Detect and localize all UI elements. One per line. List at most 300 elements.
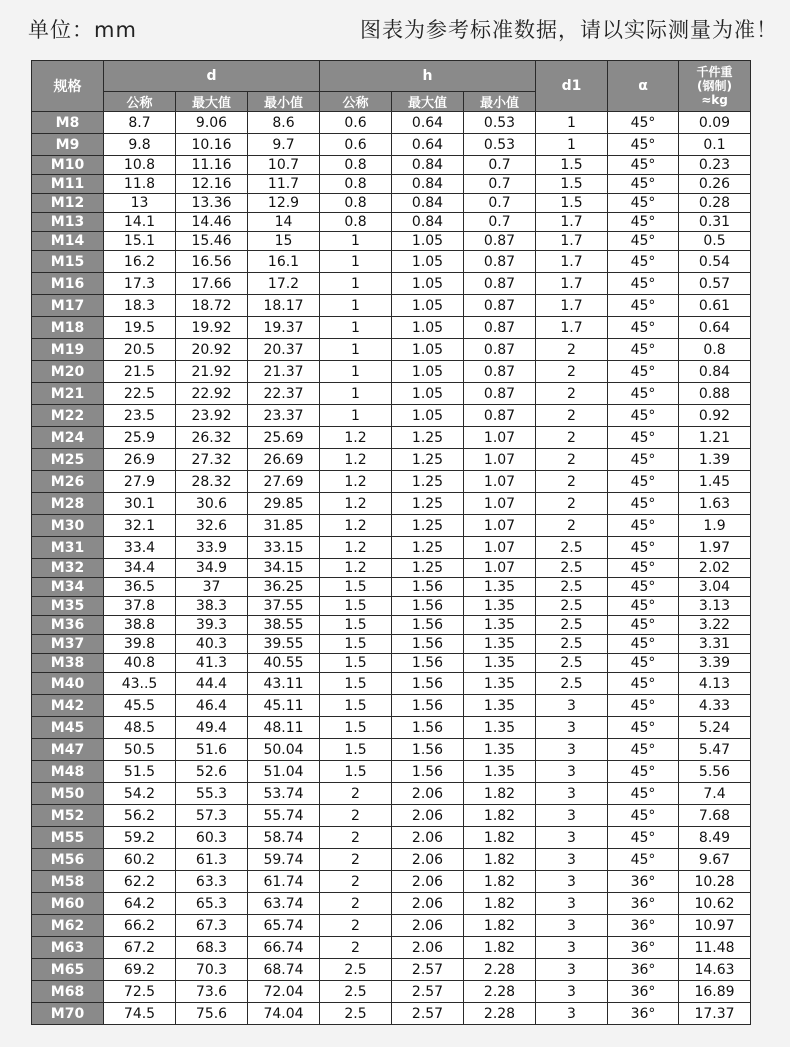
- cell-h-min: 0.7: [464, 194, 536, 213]
- cell-d1: 2: [536, 361, 608, 383]
- cell-spec: M25: [32, 449, 104, 471]
- cell-d-min: 40.55: [248, 654, 320, 673]
- cell-d1: 1.7: [536, 251, 608, 273]
- cell-d-nominal: 74.5: [104, 1003, 176, 1025]
- cell-spec: M45: [32, 717, 104, 739]
- table-row: [32, 317, 751, 339]
- cell-spec: M68: [32, 981, 104, 1003]
- table-row: [32, 871, 751, 893]
- cell-h-max: 1.25: [392, 515, 464, 537]
- header-d-group: d: [104, 61, 320, 92]
- cell-d-max: 22.92: [176, 383, 248, 405]
- cell-d1: 3: [536, 695, 608, 717]
- cell-d-min: 14: [248, 213, 320, 232]
- cell-d-min: 39.55: [248, 635, 320, 654]
- cell-d-min: 18.17: [248, 295, 320, 317]
- cell-d-max: 52.6: [176, 761, 248, 783]
- cell-h-nominal: 1: [320, 383, 392, 405]
- table-row: [32, 213, 751, 232]
- cell-d-min: 65.74: [248, 915, 320, 937]
- cell-alpha: 45°: [608, 134, 679, 156]
- cell-spec: M56: [32, 849, 104, 871]
- cell-h-max: 1.05: [392, 317, 464, 339]
- cell-d-max: 16.56: [176, 251, 248, 273]
- cell-d1: 3: [536, 959, 608, 981]
- table-row: [32, 673, 751, 695]
- cell-d-nominal: 62.2: [104, 871, 176, 893]
- cell-spec: M40: [32, 673, 104, 695]
- cell-d-min: 38.55: [248, 616, 320, 635]
- cell-alpha: 45°: [608, 361, 679, 383]
- cell-d1: 3: [536, 717, 608, 739]
- cell-d-min: 29.85: [248, 493, 320, 515]
- cell-d-max: 63.3: [176, 871, 248, 893]
- cell-h-nominal: 1: [320, 339, 392, 361]
- cell-weight: 0.5: [679, 232, 751, 251]
- table-header: [32, 61, 751, 112]
- cell-weight: 1.45: [679, 471, 751, 493]
- cell-d-max: 19.92: [176, 317, 248, 339]
- cell-d1: 3: [536, 893, 608, 915]
- cell-d-nominal: 45.5: [104, 695, 176, 717]
- cell-h-nominal: 0.8: [320, 175, 392, 194]
- cell-h-min: 2.28: [464, 981, 536, 1003]
- cell-weight: 0.84: [679, 361, 751, 383]
- cell-d-nominal: 34.4: [104, 559, 176, 578]
- cell-h-min: 0.87: [464, 251, 536, 273]
- cell-h-max: 1.56: [392, 635, 464, 654]
- cell-weight: 3.22: [679, 616, 751, 635]
- cell-h-nominal: 1.2: [320, 559, 392, 578]
- cell-h-min: 1.07: [464, 559, 536, 578]
- cell-h-nominal: 1.5: [320, 673, 392, 695]
- cell-alpha: 36°: [608, 893, 679, 915]
- cell-h-nominal: 1.5: [320, 578, 392, 597]
- cell-spec: M8: [32, 112, 104, 134]
- table-row: [32, 959, 751, 981]
- cell-h-min: 0.53: [464, 134, 536, 156]
- cell-d-max: 39.3: [176, 616, 248, 635]
- cell-d-max: 20.92: [176, 339, 248, 361]
- header-weight-line3: ≈kg: [701, 93, 728, 107]
- cell-d-min: 22.37: [248, 383, 320, 405]
- cell-h-min: 1.35: [464, 739, 536, 761]
- cell-d-max: 13.36: [176, 194, 248, 213]
- cell-spec: M37: [32, 635, 104, 654]
- cell-weight: 5.24: [679, 717, 751, 739]
- cell-d-max: 57.3: [176, 805, 248, 827]
- cell-alpha: 45°: [608, 827, 679, 849]
- cell-h-min: 1.35: [464, 673, 536, 695]
- cell-d-nominal: 33.4: [104, 537, 176, 559]
- header-h-group: h: [320, 61, 536, 92]
- cell-alpha: 45°: [608, 232, 679, 251]
- cell-h-max: 1.05: [392, 273, 464, 295]
- cell-spec: M12: [32, 194, 104, 213]
- cell-d1: 3: [536, 981, 608, 1003]
- cell-d-min: 33.15: [248, 537, 320, 559]
- cell-d-min: 59.74: [248, 849, 320, 871]
- table-row: [32, 915, 751, 937]
- cell-d1: 1.7: [536, 273, 608, 295]
- cell-h-nominal: 2.5: [320, 1003, 392, 1025]
- cell-h-min: 1.35: [464, 597, 536, 616]
- cell-h-min: 0.7: [464, 213, 536, 232]
- cell-d-min: 10.7: [248, 156, 320, 175]
- cell-weight: 0.92: [679, 405, 751, 427]
- cell-weight: 1.63: [679, 493, 751, 515]
- cell-alpha: 45°: [608, 339, 679, 361]
- cell-d-max: 51.6: [176, 739, 248, 761]
- table-row: [32, 805, 751, 827]
- cell-d-max: 61.3: [176, 849, 248, 871]
- cell-d-min: 19.37: [248, 317, 320, 339]
- cell-h-max: 1.25: [392, 449, 464, 471]
- cell-h-max: 1.25: [392, 471, 464, 493]
- cell-alpha: 45°: [608, 194, 679, 213]
- cell-spec: M28: [32, 493, 104, 515]
- table-row: [32, 893, 751, 915]
- cell-h-nominal: 1.5: [320, 717, 392, 739]
- cell-h-max: 2.06: [392, 783, 464, 805]
- cell-alpha: 36°: [608, 915, 679, 937]
- cell-weight: 3.13: [679, 597, 751, 616]
- cell-d-min: 17.2: [248, 273, 320, 295]
- cell-d-nominal: 54.2: [104, 783, 176, 805]
- cell-h-min: 2.28: [464, 959, 536, 981]
- table-row: [32, 761, 751, 783]
- cell-spec: M22: [32, 405, 104, 427]
- table-row: [32, 578, 751, 597]
- cell-weight: 8.49: [679, 827, 751, 849]
- cell-h-max: 1.56: [392, 761, 464, 783]
- cell-d-max: 38.3: [176, 597, 248, 616]
- cell-d-min: 21.37: [248, 361, 320, 383]
- cell-h-nominal: 2: [320, 805, 392, 827]
- cell-h-max: 2.06: [392, 805, 464, 827]
- cell-d-min: 61.74: [248, 871, 320, 893]
- cell-alpha: 45°: [608, 783, 679, 805]
- cell-d-max: 18.72: [176, 295, 248, 317]
- cell-alpha: 45°: [608, 515, 679, 537]
- cell-d-max: 26.32: [176, 427, 248, 449]
- cell-h-max: 0.84: [392, 213, 464, 232]
- table-row: [32, 134, 751, 156]
- cell-weight: 0.64: [679, 317, 751, 339]
- cell-h-min: 1.07: [464, 515, 536, 537]
- cell-d-min: 74.04: [248, 1003, 320, 1025]
- cell-d1: 1: [536, 112, 608, 134]
- cell-d-min: 55.74: [248, 805, 320, 827]
- cell-h-nominal: 1.2: [320, 493, 392, 515]
- cell-d-min: 51.04: [248, 761, 320, 783]
- table-row: [32, 849, 751, 871]
- cell-alpha: 45°: [608, 449, 679, 471]
- cell-alpha: 45°: [608, 175, 679, 194]
- cell-h-nominal: 2: [320, 893, 392, 915]
- cell-spec: M19: [32, 339, 104, 361]
- cell-d-max: 30.6: [176, 493, 248, 515]
- cell-d-nominal: 39.8: [104, 635, 176, 654]
- table-row: [32, 739, 751, 761]
- cell-h-max: 0.64: [392, 112, 464, 134]
- cell-d-max: 37: [176, 578, 248, 597]
- cell-alpha: 45°: [608, 251, 679, 273]
- cell-d-nominal: 8.7: [104, 112, 176, 134]
- cell-d1: 1.7: [536, 232, 608, 251]
- cell-d-min: 11.7: [248, 175, 320, 194]
- cell-d-min: 16.1: [248, 251, 320, 273]
- cell-alpha: 45°: [608, 537, 679, 559]
- cell-alpha: 45°: [608, 805, 679, 827]
- cell-h-max: 1.05: [392, 405, 464, 427]
- cell-h-nominal: 0.6: [320, 134, 392, 156]
- cell-d-min: 43.11: [248, 673, 320, 695]
- cell-d-nominal: 21.5: [104, 361, 176, 383]
- cell-d1: 3: [536, 871, 608, 893]
- cell-h-max: 1.25: [392, 537, 464, 559]
- cell-h-max: 2.57: [392, 959, 464, 981]
- cell-spec: M50: [32, 783, 104, 805]
- header-d-min: 最小值: [248, 92, 320, 112]
- cell-h-max: 1.25: [392, 559, 464, 578]
- cell-d-nominal: 38.8: [104, 616, 176, 635]
- cell-d1: 3: [536, 1003, 608, 1025]
- header-d1: d1: [536, 61, 608, 112]
- cell-h-nominal: 1: [320, 232, 392, 251]
- cell-h-min: 1.35: [464, 635, 536, 654]
- cell-d-max: 73.6: [176, 981, 248, 1003]
- cell-d-nominal: 14.1: [104, 213, 176, 232]
- cell-d-nominal: 48.5: [104, 717, 176, 739]
- cell-h-nominal: 1.5: [320, 654, 392, 673]
- cell-spec: M48: [32, 761, 104, 783]
- table-row: [32, 361, 751, 383]
- cell-d-min: 48.11: [248, 717, 320, 739]
- cell-d1: 3: [536, 937, 608, 959]
- cell-d1: 3: [536, 739, 608, 761]
- table-row: [32, 1003, 751, 1025]
- header-weight-line2: (钢制): [697, 79, 732, 93]
- table-row: [32, 427, 751, 449]
- table-row: [32, 449, 751, 471]
- cell-h-max: 1.25: [392, 427, 464, 449]
- cell-h-min: 1.35: [464, 578, 536, 597]
- cell-spec: M42: [32, 695, 104, 717]
- cell-weight: 0.28: [679, 194, 751, 213]
- cell-d-min: 8.6: [248, 112, 320, 134]
- cell-alpha: 45°: [608, 761, 679, 783]
- table-row: [32, 783, 751, 805]
- cell-d-max: 75.6: [176, 1003, 248, 1025]
- cell-d-nominal: 20.5: [104, 339, 176, 361]
- cell-d-max: 55.3: [176, 783, 248, 805]
- cell-weight: 11.48: [679, 937, 751, 959]
- cell-h-nominal: 1: [320, 273, 392, 295]
- cell-alpha: 36°: [608, 871, 679, 893]
- cell-d-nominal: 11.8: [104, 175, 176, 194]
- cell-alpha: 45°: [608, 616, 679, 635]
- cell-d-max: 28.32: [176, 471, 248, 493]
- cell-spec: M47: [32, 739, 104, 761]
- cell-d-nominal: 37.8: [104, 597, 176, 616]
- cell-d1: 2.5: [536, 578, 608, 597]
- cell-weight: 0.09: [679, 112, 751, 134]
- cell-weight: 0.23: [679, 156, 751, 175]
- table-row: [32, 981, 751, 1003]
- cell-d1: 1.7: [536, 295, 608, 317]
- cell-weight: 0.31: [679, 213, 751, 232]
- cell-d1: 2: [536, 449, 608, 471]
- cell-h-min: 1.82: [464, 893, 536, 915]
- cell-d1: 2.5: [536, 635, 608, 654]
- cell-weight: 17.37: [679, 1003, 751, 1025]
- table-row: [32, 251, 751, 273]
- cell-h-min: 0.53: [464, 112, 536, 134]
- cell-h-max: 0.84: [392, 156, 464, 175]
- unit-label: 单位：mm: [28, 18, 137, 42]
- cell-spec: M26: [32, 471, 104, 493]
- table-row: [32, 405, 751, 427]
- cell-alpha: 45°: [608, 383, 679, 405]
- cell-d-max: 70.3: [176, 959, 248, 981]
- cell-h-min: 1.35: [464, 616, 536, 635]
- table-row: [32, 175, 751, 194]
- cell-d1: 1.7: [536, 317, 608, 339]
- table-row: [32, 827, 751, 849]
- cell-spec: M60: [32, 893, 104, 915]
- cell-alpha: 36°: [608, 981, 679, 1003]
- cell-h-max: 2.06: [392, 893, 464, 915]
- cell-h-max: 2.06: [392, 849, 464, 871]
- cell-weight: 4.33: [679, 695, 751, 717]
- cell-d-max: 33.9: [176, 537, 248, 559]
- cell-spec: M13: [32, 213, 104, 232]
- cell-h-nominal: 1.5: [320, 616, 392, 635]
- cell-spec: M38: [32, 654, 104, 673]
- cell-weight: 0.57: [679, 273, 751, 295]
- cell-h-min: 1.07: [464, 537, 536, 559]
- cell-weight: 16.89: [679, 981, 751, 1003]
- spec-table: [31, 60, 751, 1025]
- cell-d1: 2.5: [536, 616, 608, 635]
- cell-h-max: 1.05: [392, 251, 464, 273]
- table-row: [32, 273, 751, 295]
- cell-h-max: 1.56: [392, 578, 464, 597]
- cell-d1: 2.5: [536, 559, 608, 578]
- cell-spec: M70: [32, 1003, 104, 1025]
- cell-h-nominal: 1.2: [320, 471, 392, 493]
- cell-d1: 3: [536, 761, 608, 783]
- cell-h-min: 0.87: [464, 361, 536, 383]
- cell-d-nominal: 72.5: [104, 981, 176, 1003]
- cell-h-max: 1.05: [392, 295, 464, 317]
- cell-d-max: 68.3: [176, 937, 248, 959]
- cell-h-nominal: 2: [320, 915, 392, 937]
- cell-d1: 3: [536, 827, 608, 849]
- cell-d-max: 41.3: [176, 654, 248, 673]
- cell-d-max: 49.4: [176, 717, 248, 739]
- cell-h-min: 0.87: [464, 295, 536, 317]
- cell-h-min: 0.87: [464, 405, 536, 427]
- cell-weight: 0.8: [679, 339, 751, 361]
- cell-h-nominal: 2: [320, 871, 392, 893]
- cell-spec: M14: [32, 232, 104, 251]
- table-row: [32, 112, 751, 134]
- cell-d-nominal: 64.2: [104, 893, 176, 915]
- cell-alpha: 45°: [608, 112, 679, 134]
- cell-h-max: 1.56: [392, 673, 464, 695]
- cell-d-min: 34.15: [248, 559, 320, 578]
- cell-h-max: 1.05: [392, 339, 464, 361]
- cell-alpha: 45°: [608, 213, 679, 232]
- cell-h-min: 0.7: [464, 175, 536, 194]
- cell-d-nominal: 25.9: [104, 427, 176, 449]
- cell-spec: M18: [32, 317, 104, 339]
- cell-h-max: 0.84: [392, 194, 464, 213]
- cell-weight: 7.4: [679, 783, 751, 805]
- cell-h-min: 1.07: [464, 427, 536, 449]
- cell-h-min: 1.82: [464, 937, 536, 959]
- cell-h-min: 2.28: [464, 1003, 536, 1025]
- cell-d-nominal: 36.5: [104, 578, 176, 597]
- cell-h-nominal: 1: [320, 251, 392, 273]
- cell-h-max: 2.57: [392, 981, 464, 1003]
- cell-d-nominal: 19.5: [104, 317, 176, 339]
- cell-d1: 2: [536, 427, 608, 449]
- cell-h-max: 1.56: [392, 597, 464, 616]
- cell-spec: M32: [32, 559, 104, 578]
- cell-weight: 10.62: [679, 893, 751, 915]
- table-row: [32, 194, 751, 213]
- cell-d-max: 65.3: [176, 893, 248, 915]
- cell-d-nominal: 26.9: [104, 449, 176, 471]
- cell-d-nominal: 15.1: [104, 232, 176, 251]
- cell-h-max: 1.56: [392, 739, 464, 761]
- cell-d-max: 15.46: [176, 232, 248, 251]
- top-bar: [0, 0, 790, 60]
- cell-weight: 5.56: [679, 761, 751, 783]
- cell-h-nominal: 1.2: [320, 515, 392, 537]
- cell-alpha: 45°: [608, 739, 679, 761]
- cell-h-max: 1.56: [392, 717, 464, 739]
- cell-h-min: 0.87: [464, 317, 536, 339]
- cell-h-min: 0.87: [464, 273, 536, 295]
- cell-d-nominal: 69.2: [104, 959, 176, 981]
- cell-d-min: 27.69: [248, 471, 320, 493]
- table-row: [32, 383, 751, 405]
- cell-d1: 1.5: [536, 194, 608, 213]
- disclaimer-text: 图表为参考标准数据，请以实际测量为准！: [360, 18, 778, 42]
- cell-d-max: 60.3: [176, 827, 248, 849]
- cell-d-min: 31.85: [248, 515, 320, 537]
- cell-h-max: 1.05: [392, 361, 464, 383]
- cell-d-nominal: 16.2: [104, 251, 176, 273]
- cell-d-min: 9.7: [248, 134, 320, 156]
- cell-h-nominal: 1.5: [320, 635, 392, 654]
- table-row: [32, 616, 751, 635]
- cell-h-nominal: 1.5: [320, 695, 392, 717]
- cell-weight: 1.9: [679, 515, 751, 537]
- table-row: [32, 695, 751, 717]
- cell-alpha: 45°: [608, 427, 679, 449]
- cell-weight: 1.97: [679, 537, 751, 559]
- cell-h-max: 0.84: [392, 175, 464, 194]
- cell-spec: M65: [32, 959, 104, 981]
- cell-d-max: 10.16: [176, 134, 248, 156]
- cell-weight: 3.04: [679, 578, 751, 597]
- cell-spec: M21: [32, 383, 104, 405]
